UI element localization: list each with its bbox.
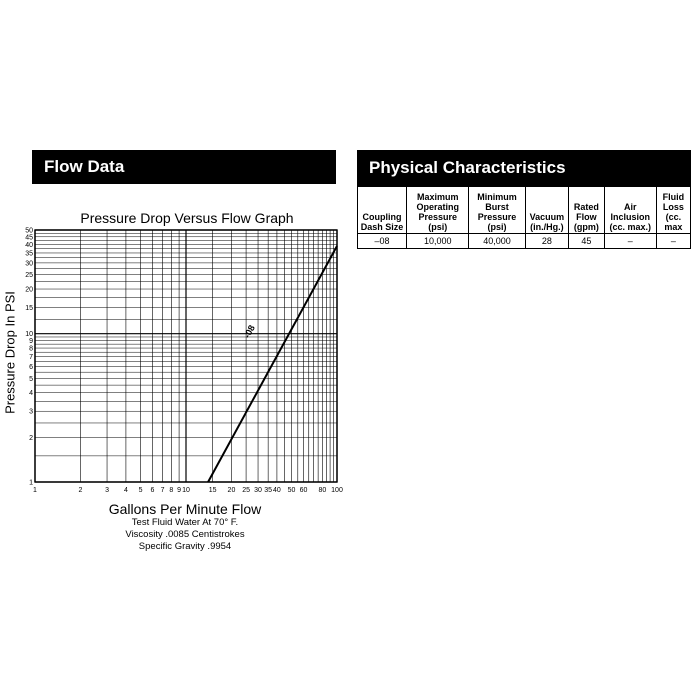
x-tick-label: 2 <box>78 487 83 494</box>
y-tick-label: 35 <box>25 250 33 258</box>
y-tick-label: 6 <box>29 364 33 372</box>
col-coupling-dash-size: Coupling Dash Size <box>358 187 407 234</box>
y-tick-label: 2 <box>29 434 33 442</box>
x-tick-label: 20 <box>227 487 236 494</box>
cell-fluid-loss: – <box>656 234 690 249</box>
cell-vacuum: 28 <box>525 234 568 249</box>
y-tick-label: 50 <box>25 227 33 235</box>
y-tick-label: 25 <box>25 272 33 280</box>
y-tick-label: 1 <box>29 479 33 487</box>
cell-rated-flow: 45 <box>568 234 604 249</box>
x-tick-label: 50 <box>287 487 296 494</box>
x-tick-label: 5 <box>138 487 143 494</box>
y-tick-label: 7 <box>29 354 33 362</box>
table-row <box>358 234 691 249</box>
physical-characteristics-header: Physical Characteristics <box>357 150 691 186</box>
col-vacuum: Vacuum (in./Hg.) <box>525 187 568 234</box>
specific-gravity-note: Specific Gravity .9954 <box>138 541 232 552</box>
x-tick-label: 3 <box>105 487 109 494</box>
y-tick-label: 9 <box>29 337 33 345</box>
x-axis-label: Gallons Per Minute Flow <box>108 501 262 517</box>
series-label: -08 <box>241 323 257 340</box>
cell-dash-size: –08 <box>358 234 407 249</box>
cell-max-operating-pressure: 10,000 <box>407 234 469 249</box>
y-tick-label: 4 <box>29 390 33 398</box>
cell-min-burst-pressure: 40,000 <box>469 234 525 249</box>
x-tick-label: 25 <box>242 487 250 494</box>
y-tick-label: 5 <box>29 375 33 383</box>
x-tick-label: 4 <box>123 487 128 494</box>
y-tick-label: 30 <box>25 260 33 268</box>
col-rated-flow: Rated Flow (gpm) <box>568 187 604 234</box>
y-tick-label: 15 <box>25 305 33 313</box>
x-tick-label: 15 <box>208 487 217 494</box>
x-tick-label: 30 <box>254 487 262 494</box>
test-fluid-note: Test Fluid Water At 70° F. <box>131 517 239 528</box>
x-tick-label: 8 <box>169 487 174 494</box>
chart-grid <box>35 230 337 482</box>
x-tick-label: 6 <box>150 487 155 494</box>
physical-characteristics-table <box>357 186 691 249</box>
y-tick-label: 45 <box>25 234 33 242</box>
viscosity-note: Viscosity .0085 Centistrokes <box>125 529 245 540</box>
x-tick-label: 60 <box>299 487 308 494</box>
pressure-flow-chart <box>0 220 345 500</box>
y-tick-label: 40 <box>25 241 33 249</box>
x-tick-label: 100 <box>331 487 343 494</box>
col-max-operating-pressure: Maximum Operating Pressure (psi) <box>407 187 469 234</box>
col-min-burst-pressure: Minimum Burst Pressure (psi) <box>469 187 525 234</box>
y-axis-label: Pressure Drop In PSI <box>2 291 18 414</box>
cell-air-inclusion: – <box>604 234 656 249</box>
x-tick-label: 35 <box>264 487 273 494</box>
y-tick-label: 20 <box>25 286 33 294</box>
col-air-inclusion: Air Inclusion (cc. max.) <box>604 187 656 234</box>
y-tick-label: 3 <box>29 408 33 416</box>
chart-title: Pressure Drop Versus Flow Graph <box>80 210 294 226</box>
x-tick-label: 7 <box>160 487 165 494</box>
col-fluid-loss: Fluid Loss (cc. max <box>656 187 690 234</box>
x-tick-label: 10 <box>182 487 190 494</box>
x-tick-label: 1 <box>33 487 37 494</box>
flow-data-header: Flow Data <box>32 150 336 184</box>
y-tick-label: 8 <box>29 345 33 353</box>
y-tick-label: 10 <box>25 331 33 339</box>
chart-ticks <box>25 228 343 495</box>
table-header-row <box>358 187 691 234</box>
x-tick-label: 9 <box>177 487 182 494</box>
x-tick-label: 80 <box>318 487 327 494</box>
x-tick-label: 40 <box>273 487 281 494</box>
